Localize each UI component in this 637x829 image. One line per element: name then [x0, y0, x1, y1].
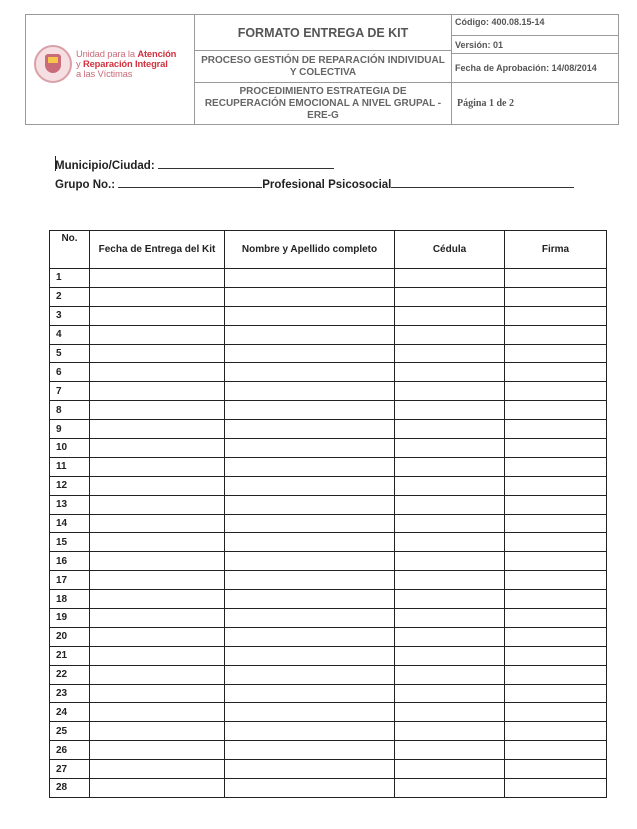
delivery-date-cell[interactable] [90, 609, 225, 628]
row-number: 21 [50, 646, 90, 665]
id-card-cell[interactable] [395, 779, 505, 798]
full-name-cell[interactable] [225, 344, 395, 363]
delivery-date-cell[interactable] [90, 476, 225, 495]
municipality-blank[interactable] [158, 157, 334, 169]
table-row [50, 382, 607, 401]
full-name-cell[interactable] [225, 476, 395, 495]
logo-cell [26, 15, 195, 124]
table-body [50, 269, 607, 798]
signature-cell[interactable] [505, 495, 607, 514]
table-row [50, 590, 607, 609]
delivery-date-cell[interactable] [90, 457, 225, 476]
full-name-cell[interactable] [225, 741, 395, 760]
signature-cell[interactable] [505, 779, 607, 798]
delivery-date-cell[interactable] [90, 779, 225, 798]
row-number: 16 [50, 552, 90, 571]
signature-cell[interactable] [505, 646, 607, 665]
signature-cell[interactable] [505, 401, 607, 420]
full-name-cell[interactable] [225, 646, 395, 665]
full-name-cell[interactable] [225, 779, 395, 798]
row-number: 17 [50, 571, 90, 590]
id-card-cell[interactable] [395, 684, 505, 703]
document-version: Versión: 01 [452, 36, 618, 54]
delivery-date-cell[interactable] [90, 627, 225, 646]
signature-cell[interactable] [505, 344, 607, 363]
municipality-label: Municipio/Ciudad: [55, 160, 155, 172]
full-name-cell[interactable] [225, 269, 395, 288]
table-row [50, 476, 607, 495]
table-row [50, 325, 607, 344]
signature-cell[interactable] [505, 703, 607, 722]
organization-logo: Unidad para la Atención y Reparación Integral a las Víctimas [76, 48, 177, 79]
full-name-cell[interactable] [225, 590, 395, 609]
full-name-cell[interactable] [225, 722, 395, 741]
table-row [50, 646, 607, 665]
delivery-date-cell[interactable] [90, 703, 225, 722]
delivery-date-cell[interactable] [90, 533, 225, 552]
row-number: 14 [50, 514, 90, 533]
signature-cell[interactable] [505, 552, 607, 571]
process-name: PROCESO GESTIÓN DE REPARACIÓN INDIVIDUAL Y COLECTIVA [195, 51, 452, 83]
delivery-date-cell[interactable] [90, 287, 225, 306]
id-card-cell[interactable] [395, 665, 505, 684]
table-row [50, 665, 607, 684]
id-card-cell[interactable] [395, 741, 505, 760]
table-row [50, 741, 607, 760]
row-number: 13 [50, 495, 90, 514]
table-row [50, 609, 607, 628]
table-row [50, 287, 607, 306]
signature-cell[interactable] [505, 306, 607, 325]
table-row [50, 457, 607, 476]
delivery-date-cell[interactable] [90, 269, 225, 288]
signature-cell[interactable] [505, 269, 607, 288]
coat-of-arms-icon [34, 45, 72, 83]
id-card-cell[interactable] [395, 514, 505, 533]
row-number: 22 [50, 665, 90, 684]
id-card-cell[interactable] [395, 627, 505, 646]
id-card-cell[interactable] [395, 401, 505, 420]
row-number: 12 [50, 476, 90, 495]
full-name-cell[interactable] [225, 703, 395, 722]
row-number: 26 [50, 741, 90, 760]
id-card-cell[interactable] [395, 457, 505, 476]
row-number: 20 [50, 627, 90, 646]
id-card-cell[interactable] [395, 552, 505, 571]
signature-cell[interactable] [505, 439, 607, 458]
procedure-name: PROCEDIMIENTO ESTRATEGIA DE RECUPERACIÓN EMOCIONAL A NIVEL GRUPAL -ERE-G [195, 83, 452, 124]
row-number: 15 [50, 533, 90, 552]
table-row [50, 495, 607, 514]
table-row [50, 363, 607, 382]
delivery-date-cell[interactable] [90, 646, 225, 665]
full-name-cell[interactable] [225, 571, 395, 590]
psychosocial-blank[interactable] [391, 176, 574, 188]
full-name-cell[interactable] [225, 457, 395, 476]
delivery-date-cell[interactable] [90, 665, 225, 684]
id-card-cell[interactable] [395, 609, 505, 628]
signature-cell[interactable] [505, 287, 607, 306]
id-card-cell[interactable] [395, 476, 505, 495]
delivery-date-cell[interactable] [90, 760, 225, 779]
table-row [50, 684, 607, 703]
delivery-date-cell[interactable] [90, 401, 225, 420]
header-delivery-date: Fecha de Entrega del Kit [90, 231, 225, 269]
row-number: 3 [50, 306, 90, 325]
id-card-cell[interactable] [395, 439, 505, 458]
full-name-cell[interactable] [225, 363, 395, 382]
full-name-cell[interactable] [225, 382, 395, 401]
full-name-cell[interactable] [225, 552, 395, 571]
full-name-cell[interactable] [225, 533, 395, 552]
signature-cell[interactable] [505, 457, 607, 476]
id-card-cell[interactable] [395, 382, 505, 401]
signature-cell[interactable] [505, 363, 607, 382]
header-full-name: Nombre y Apellido completo [225, 231, 395, 269]
kit-delivery-table [49, 230, 607, 798]
delivery-date-cell[interactable] [90, 420, 225, 439]
table-row [50, 420, 607, 439]
row-number: 6 [50, 363, 90, 382]
id-card-cell[interactable] [395, 571, 505, 590]
row-number: 9 [50, 420, 90, 439]
full-name-cell[interactable] [225, 325, 395, 344]
delivery-date-cell[interactable] [90, 344, 225, 363]
delivery-date-cell[interactable] [90, 382, 225, 401]
delivery-date-cell[interactable] [90, 363, 225, 382]
id-card-cell[interactable] [395, 590, 505, 609]
full-name-cell[interactable] [225, 609, 395, 628]
full-name-cell[interactable] [225, 665, 395, 684]
delivery-date-cell[interactable] [90, 514, 225, 533]
signature-cell[interactable] [505, 514, 607, 533]
full-name-cell[interactable] [225, 495, 395, 514]
page-number: Página 1 de 2 [457, 98, 514, 109]
table-row [50, 571, 607, 590]
id-card-cell[interactable] [395, 325, 505, 344]
table-row [50, 439, 607, 458]
psychosocial-label: Profesional Psicosocial [262, 179, 392, 191]
table-row [50, 306, 607, 325]
delivery-date-cell[interactable] [90, 741, 225, 760]
row-number: 18 [50, 590, 90, 609]
id-card-cell[interactable] [395, 760, 505, 779]
table-header-row [50, 231, 607, 269]
full-name-cell[interactable] [225, 287, 395, 306]
delivery-date-cell[interactable] [90, 590, 225, 609]
row-number: 28 [50, 779, 90, 798]
row-number: 23 [50, 684, 90, 703]
form-title: FORMATO ENTREGA DE KIT [195, 15, 452, 51]
signature-cell[interactable] [505, 609, 607, 628]
id-card-cell[interactable] [395, 420, 505, 439]
table-row [50, 269, 607, 288]
id-card-cell[interactable] [395, 363, 505, 382]
table-row [50, 779, 607, 798]
row-number: 19 [50, 609, 90, 628]
delivery-date-cell[interactable] [90, 495, 225, 514]
document-header [25, 14, 619, 125]
row-number: 8 [50, 401, 90, 420]
row-number: 5 [50, 344, 90, 363]
row-number: 2 [50, 287, 90, 306]
group-label: Grupo No.: [55, 179, 116, 191]
id-card-cell[interactable] [395, 306, 505, 325]
full-name-cell[interactable] [225, 627, 395, 646]
table-row [50, 344, 607, 363]
id-card-cell[interactable] [395, 287, 505, 306]
table-row [50, 703, 607, 722]
table-row [50, 552, 607, 571]
table-row [50, 514, 607, 533]
signature-cell[interactable] [505, 533, 607, 552]
delivery-date-cell[interactable] [90, 684, 225, 703]
id-card-cell[interactable] [395, 703, 505, 722]
delivery-date-cell[interactable] [90, 439, 225, 458]
id-card-cell[interactable] [395, 646, 505, 665]
row-number: 7 [50, 382, 90, 401]
signature-cell[interactable] [505, 760, 607, 779]
signature-cell[interactable] [505, 571, 607, 590]
full-name-cell[interactable] [225, 401, 395, 420]
full-name-cell[interactable] [225, 760, 395, 779]
row-number: 10 [50, 439, 90, 458]
header-id-card: Cédula [395, 231, 505, 269]
delivery-date-cell[interactable] [90, 306, 225, 325]
row-number: 4 [50, 325, 90, 344]
full-name-cell[interactable] [225, 439, 395, 458]
id-card-cell[interactable] [395, 533, 505, 552]
row-number: 24 [50, 703, 90, 722]
full-name-cell[interactable] [225, 514, 395, 533]
header-signature: Firma [505, 231, 607, 269]
municipality-field[interactable] [55, 157, 334, 172]
signature-cell[interactable] [505, 627, 607, 646]
delivery-date-cell[interactable] [90, 571, 225, 590]
approval-date: Fecha de Aprobación: 14/08/2014 [452, 54, 618, 83]
row-number: 11 [50, 457, 90, 476]
signature-cell[interactable] [505, 722, 607, 741]
signature-cell[interactable] [505, 684, 607, 703]
signature-cell[interactable] [505, 382, 607, 401]
table-row [50, 627, 607, 646]
delivery-date-cell[interactable] [90, 325, 225, 344]
signature-cell[interactable] [505, 665, 607, 684]
delivery-date-cell[interactable] [90, 552, 225, 571]
row-number: 25 [50, 722, 90, 741]
id-card-cell[interactable] [395, 495, 505, 514]
signature-cell[interactable] [505, 741, 607, 760]
full-name-cell[interactable] [225, 684, 395, 703]
full-name-cell[interactable] [225, 306, 395, 325]
row-number: 1 [50, 269, 90, 288]
signature-cell[interactable] [505, 590, 607, 609]
signature-cell[interactable] [505, 476, 607, 495]
signature-cell[interactable] [505, 420, 607, 439]
signature-cell[interactable] [505, 325, 607, 344]
table-row [50, 401, 607, 420]
table-row [50, 760, 607, 779]
full-name-cell[interactable] [225, 420, 395, 439]
row-number: 27 [50, 760, 90, 779]
table-row [50, 533, 607, 552]
id-card-cell[interactable] [395, 269, 505, 288]
id-card-cell[interactable] [395, 722, 505, 741]
document-code: Código: 400.08.15-14 [452, 15, 618, 36]
table-row [50, 722, 607, 741]
header-no: No. [50, 231, 90, 269]
id-card-cell[interactable] [395, 344, 505, 363]
delivery-date-cell[interactable] [90, 722, 225, 741]
group-field[interactable] [55, 176, 574, 191]
group-blank[interactable] [118, 176, 262, 188]
